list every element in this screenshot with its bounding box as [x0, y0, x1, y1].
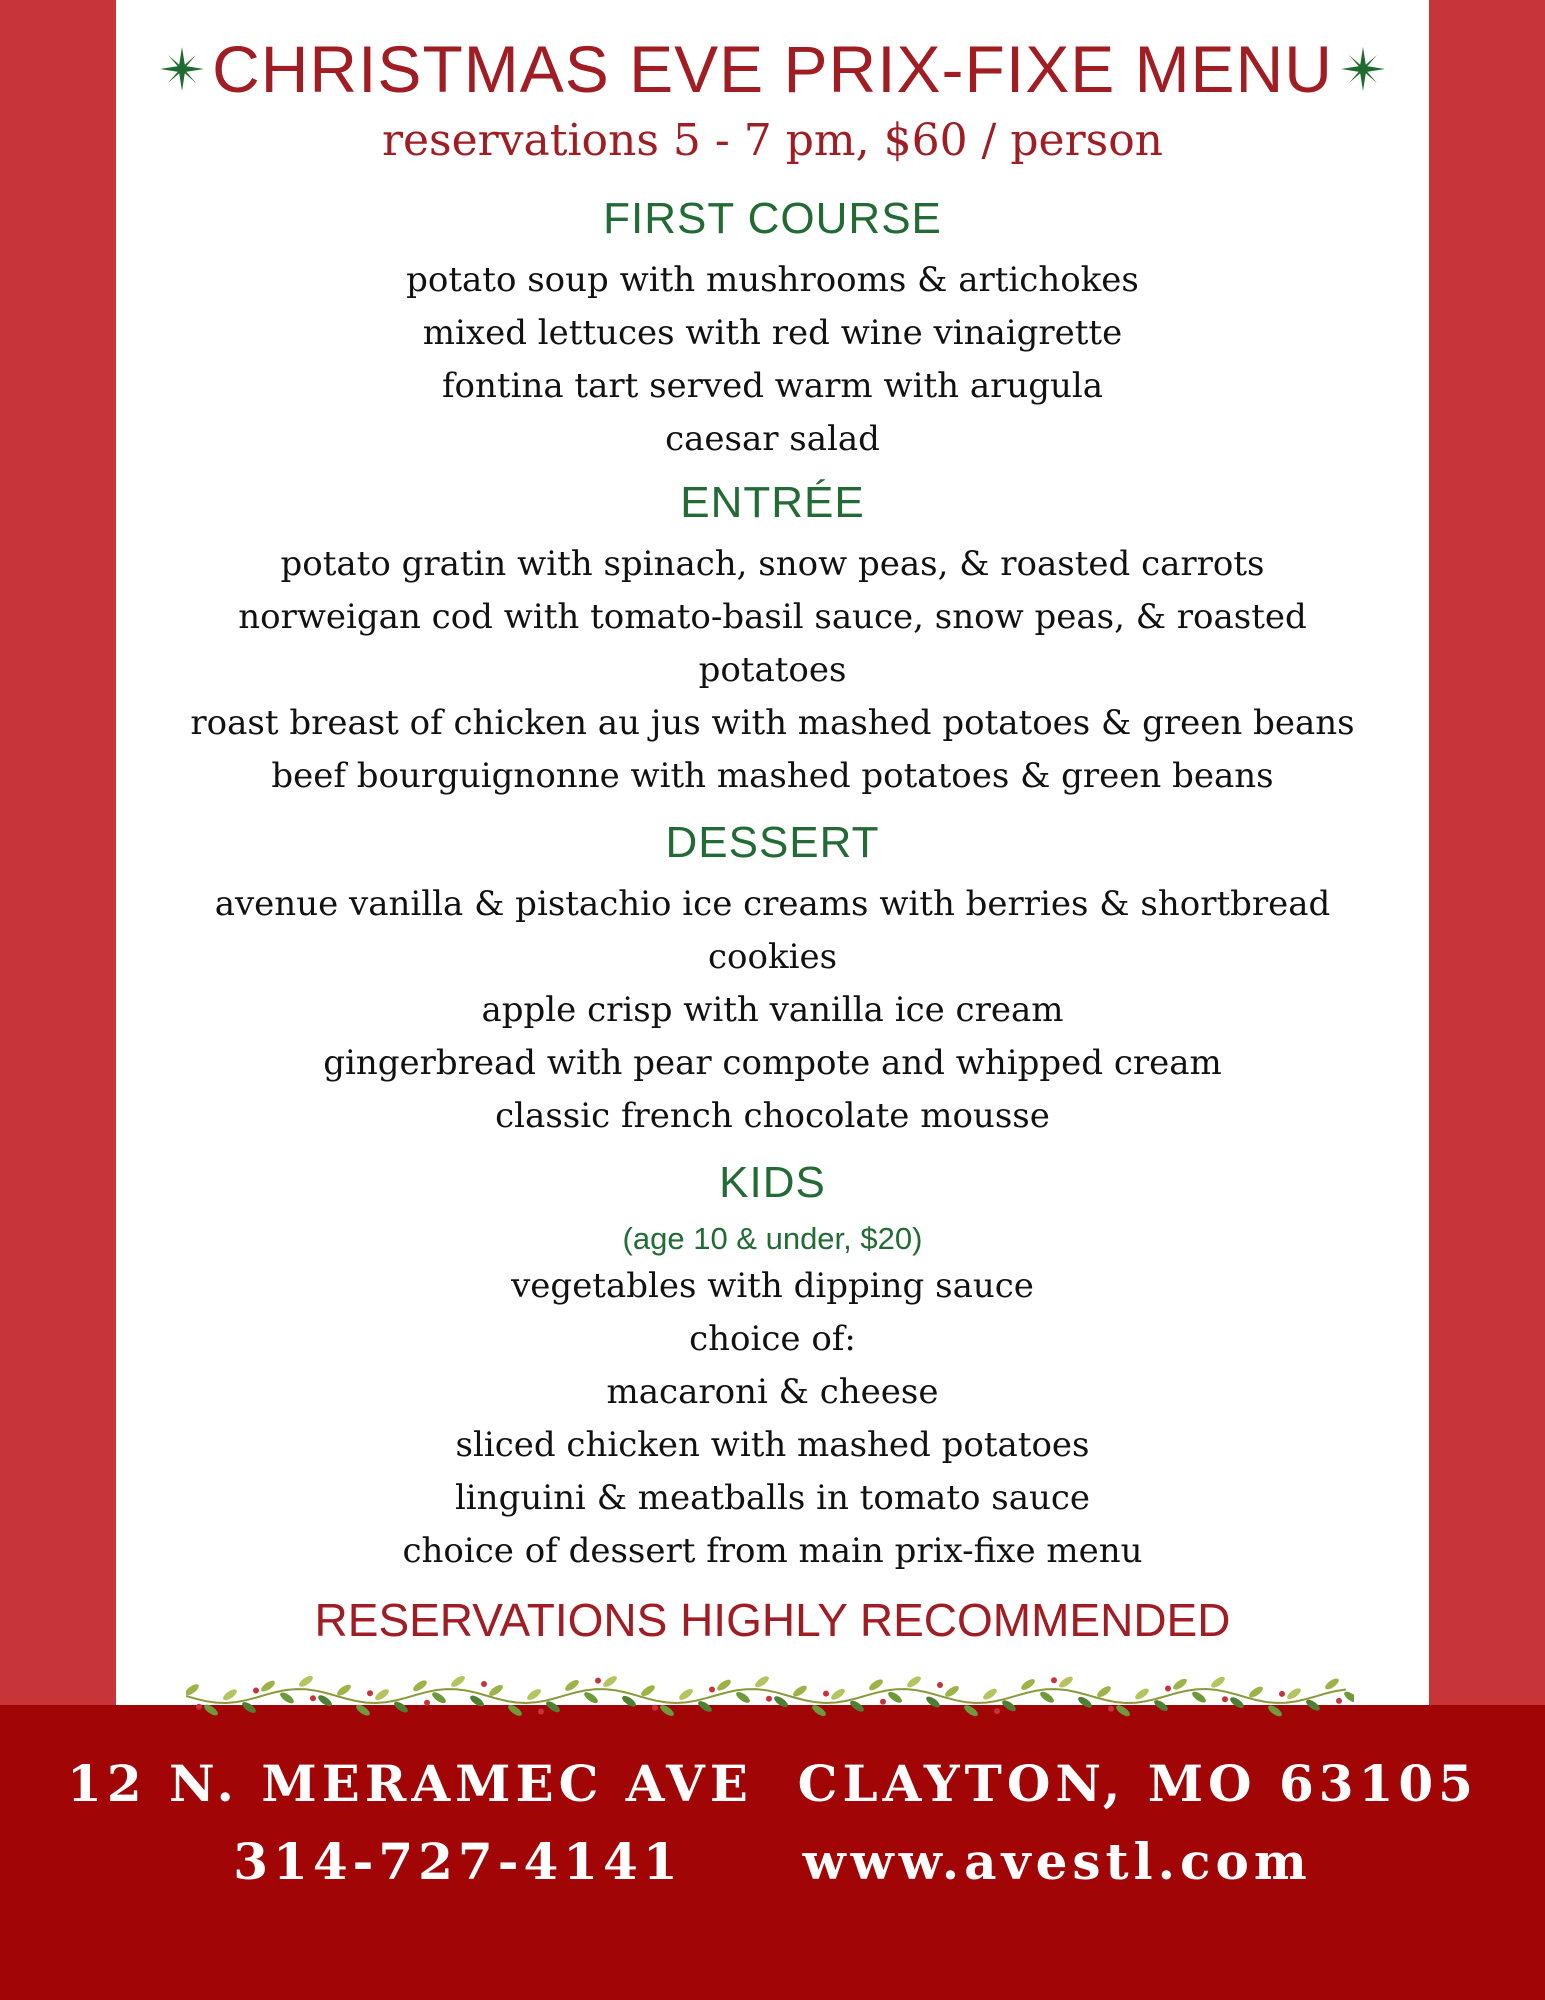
kids-age-note: (age 10 & under, $20)	[622, 1221, 923, 1256]
menu-item: mixed lettuces with red wine vinaigrette	[422, 313, 1123, 353]
dessert-heading: DESSERT	[665, 818, 880, 867]
menu-item: choice of:	[689, 1319, 856, 1359]
menu-item: roast breast of chicken au jus with mashed potatoes & green beans	[190, 703, 1355, 743]
menu-item: linguini & meatballs in tomato sauce	[454, 1478, 1091, 1518]
dessert-section	[140, 808, 1405, 1143]
green-star-icon	[1339, 45, 1387, 93]
kids-section	[140, 1148, 1405, 1578]
menu-item: cookies	[707, 937, 838, 977]
website-link[interactable]: www.avestl.com	[802, 1832, 1312, 1891]
menu-item: gingerbread with pear compote and whipped cream	[323, 1043, 1222, 1083]
page-title: CHRISTMAS EVE PRIX-FIXE MENU	[212, 32, 1333, 106]
kids-heading: KIDS	[719, 1158, 826, 1207]
menu-item: classic french chocolate mousse	[495, 1096, 1050, 1136]
menu-item: avenue vanilla & pistachio ice creams with berries & shortbread	[214, 884, 1331, 924]
menu-item: norweigan cod with tomato-basil sauce, snow peas, & roasted	[238, 597, 1307, 637]
entree-heading: ENTRÉE	[680, 478, 865, 527]
contact-line	[0, 1826, 1545, 1898]
menu-item: apple crisp with vanilla ice cream	[481, 990, 1064, 1030]
menu-item: vegetables with dipping sauce	[511, 1266, 1034, 1306]
holly-garland-icon	[186, 1668, 1354, 1724]
menu-item: fontina tart served warm with arugula	[441, 366, 1104, 406]
green-star-icon	[158, 45, 206, 93]
first-course-section	[140, 184, 1405, 466]
menu-item: potatoes	[698, 650, 847, 690]
menu-item: choice of dessert from main prix-fixe menu	[402, 1531, 1143, 1571]
reservations-recommended: RESERVATIONS HIGHLY RECOMMENDED	[314, 1594, 1231, 1646]
title-row	[0, 24, 1545, 114]
menu-item: sliced chicken with mashed potatoes	[455, 1425, 1090, 1465]
entree-section	[140, 468, 1405, 803]
first-course-heading: FIRST COURSE	[603, 194, 942, 243]
reservation-subtitle: reservations 5 - 7 pm, $60 / person	[381, 115, 1164, 166]
menu-item: beef bourguignonne with mashed potatoes & green beans	[271, 756, 1274, 796]
menu-item: macaroni & cheese	[606, 1372, 939, 1412]
menu-item: potato gratin with spinach, snow peas, & roasted carrots	[280, 544, 1265, 584]
phone-number[interactable]: 314-727-4141	[233, 1832, 683, 1891]
menu-item: caesar salad	[665, 419, 880, 459]
address-line: 12 N. MERAMEC AVE CLAYTON, MO 63105	[67, 1754, 1478, 1813]
menu-item: potato soup with mushrooms & artichokes	[406, 260, 1139, 300]
